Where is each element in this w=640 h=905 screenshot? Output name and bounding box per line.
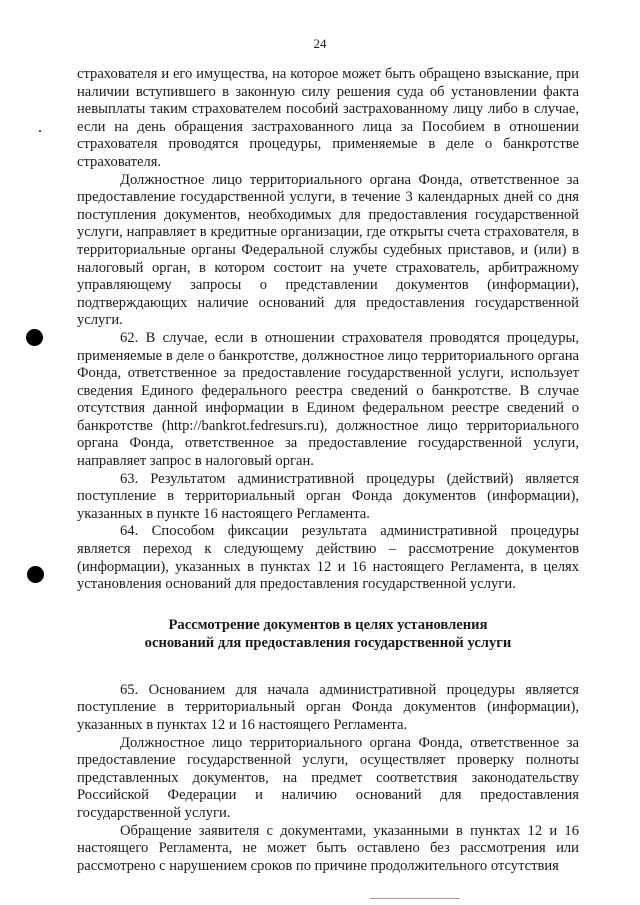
document-body bbox=[77, 66, 579, 875]
punch-hole-lower bbox=[27, 566, 44, 583]
paragraph: Должностное лицо территориального органа Фонда, ответственное за предоставление государственной услуги, в течение 3 календарных дней со дня поступления документов, необходимых для предоставления государственной услуги, направляет в кредитные организации, где открыты счета страхователя, в территориальные органы Федеральной службы судебных приставов, и (или) в налоговый орган, в котором состоит на учете страхователь, арбитражному управляющему запросы о представлении документов (информации), подтверждающих наличие оснований для предоставления государственной услуги. bbox=[77, 171, 579, 329]
paragraph-65: 65. Основанием для начала административной процедуры является поступление в территориальный орган Фонда документов (информации), указанных в пунктах 12 и 16 настоящего Регламента. bbox=[77, 681, 579, 733]
paragraph: Должностное лицо территориального органа Фонда, ответственное за предоставление государственной услуги, осуществляет проверку полноты представленных документов, на предмет соответствия законодательству Российской Федерации и наличию оснований для предоставления государственной услуги. bbox=[77, 734, 579, 821]
paragraph-62: 62. В случае, если в отношении страхователя проводятся процедуры, применяемые в деле о банкротстве, должностное лицо территориального органа Фонда, ответственное за предоставление государственной услуги, использует сведения Единого федерального реестра сведений о банкротстве. В случае отсутствия данной информации в Едином федеральном реестре сведений о банкротстве (http://bankrot.fedresurs.ru), должностное лицо территориального органа Фонда, ответственное за предоставление государственной услуги, направляет запрос в налоговый орган. bbox=[77, 329, 579, 470]
paragraph: Обращение заявителя с документами, указанными в пунктах 12 и 16 настоящего Регламента, не может быть оставлено без рассмотрения или рассмотрено с нарушением сроков по причине продолжительного отсутствия bbox=[77, 822, 579, 874]
scan-speck bbox=[39, 130, 41, 132]
paragraph: страхователя и его имущества, на которое может быть обращено взыскание, при наличии вступившего в законную силу решения суда об установлении факта невыплаты таким страхователем пособий застрахованному лицу либо в случае, если на день обращения застрахованного лица за Пособием в отношении страхователя проводятся процедуры, применяемые в деле о банкротстве страхователя. bbox=[77, 66, 579, 170]
punch-hole-upper bbox=[26, 329, 43, 346]
section-after-heading bbox=[77, 682, 579, 876]
section-heading-line: оснований для предоставления государственной услуги bbox=[144, 634, 512, 651]
scan-edge-mark bbox=[370, 898, 460, 899]
section-heading bbox=[77, 616, 579, 652]
paragraph-64: 64. Способом фиксации результата административной процедуры является переход к следующему действию – рассмотрение документов (информации), указанных в пунктах 12 и 16 настоящего Регламента, в целях установления оснований для предоставления государственной услуги. bbox=[77, 523, 579, 593]
page-number: 24 bbox=[313, 36, 327, 51]
paragraph-63: 63. Результатом административной процедуры (действий) является поступление в территориальный орган Фонда документов (информации), указанных в пункте 16 настоящего Регламента. bbox=[77, 470, 579, 522]
section-heading-line: Рассмотрение документов в целях установления bbox=[168, 616, 488, 633]
section-before-heading bbox=[77, 66, 579, 594]
